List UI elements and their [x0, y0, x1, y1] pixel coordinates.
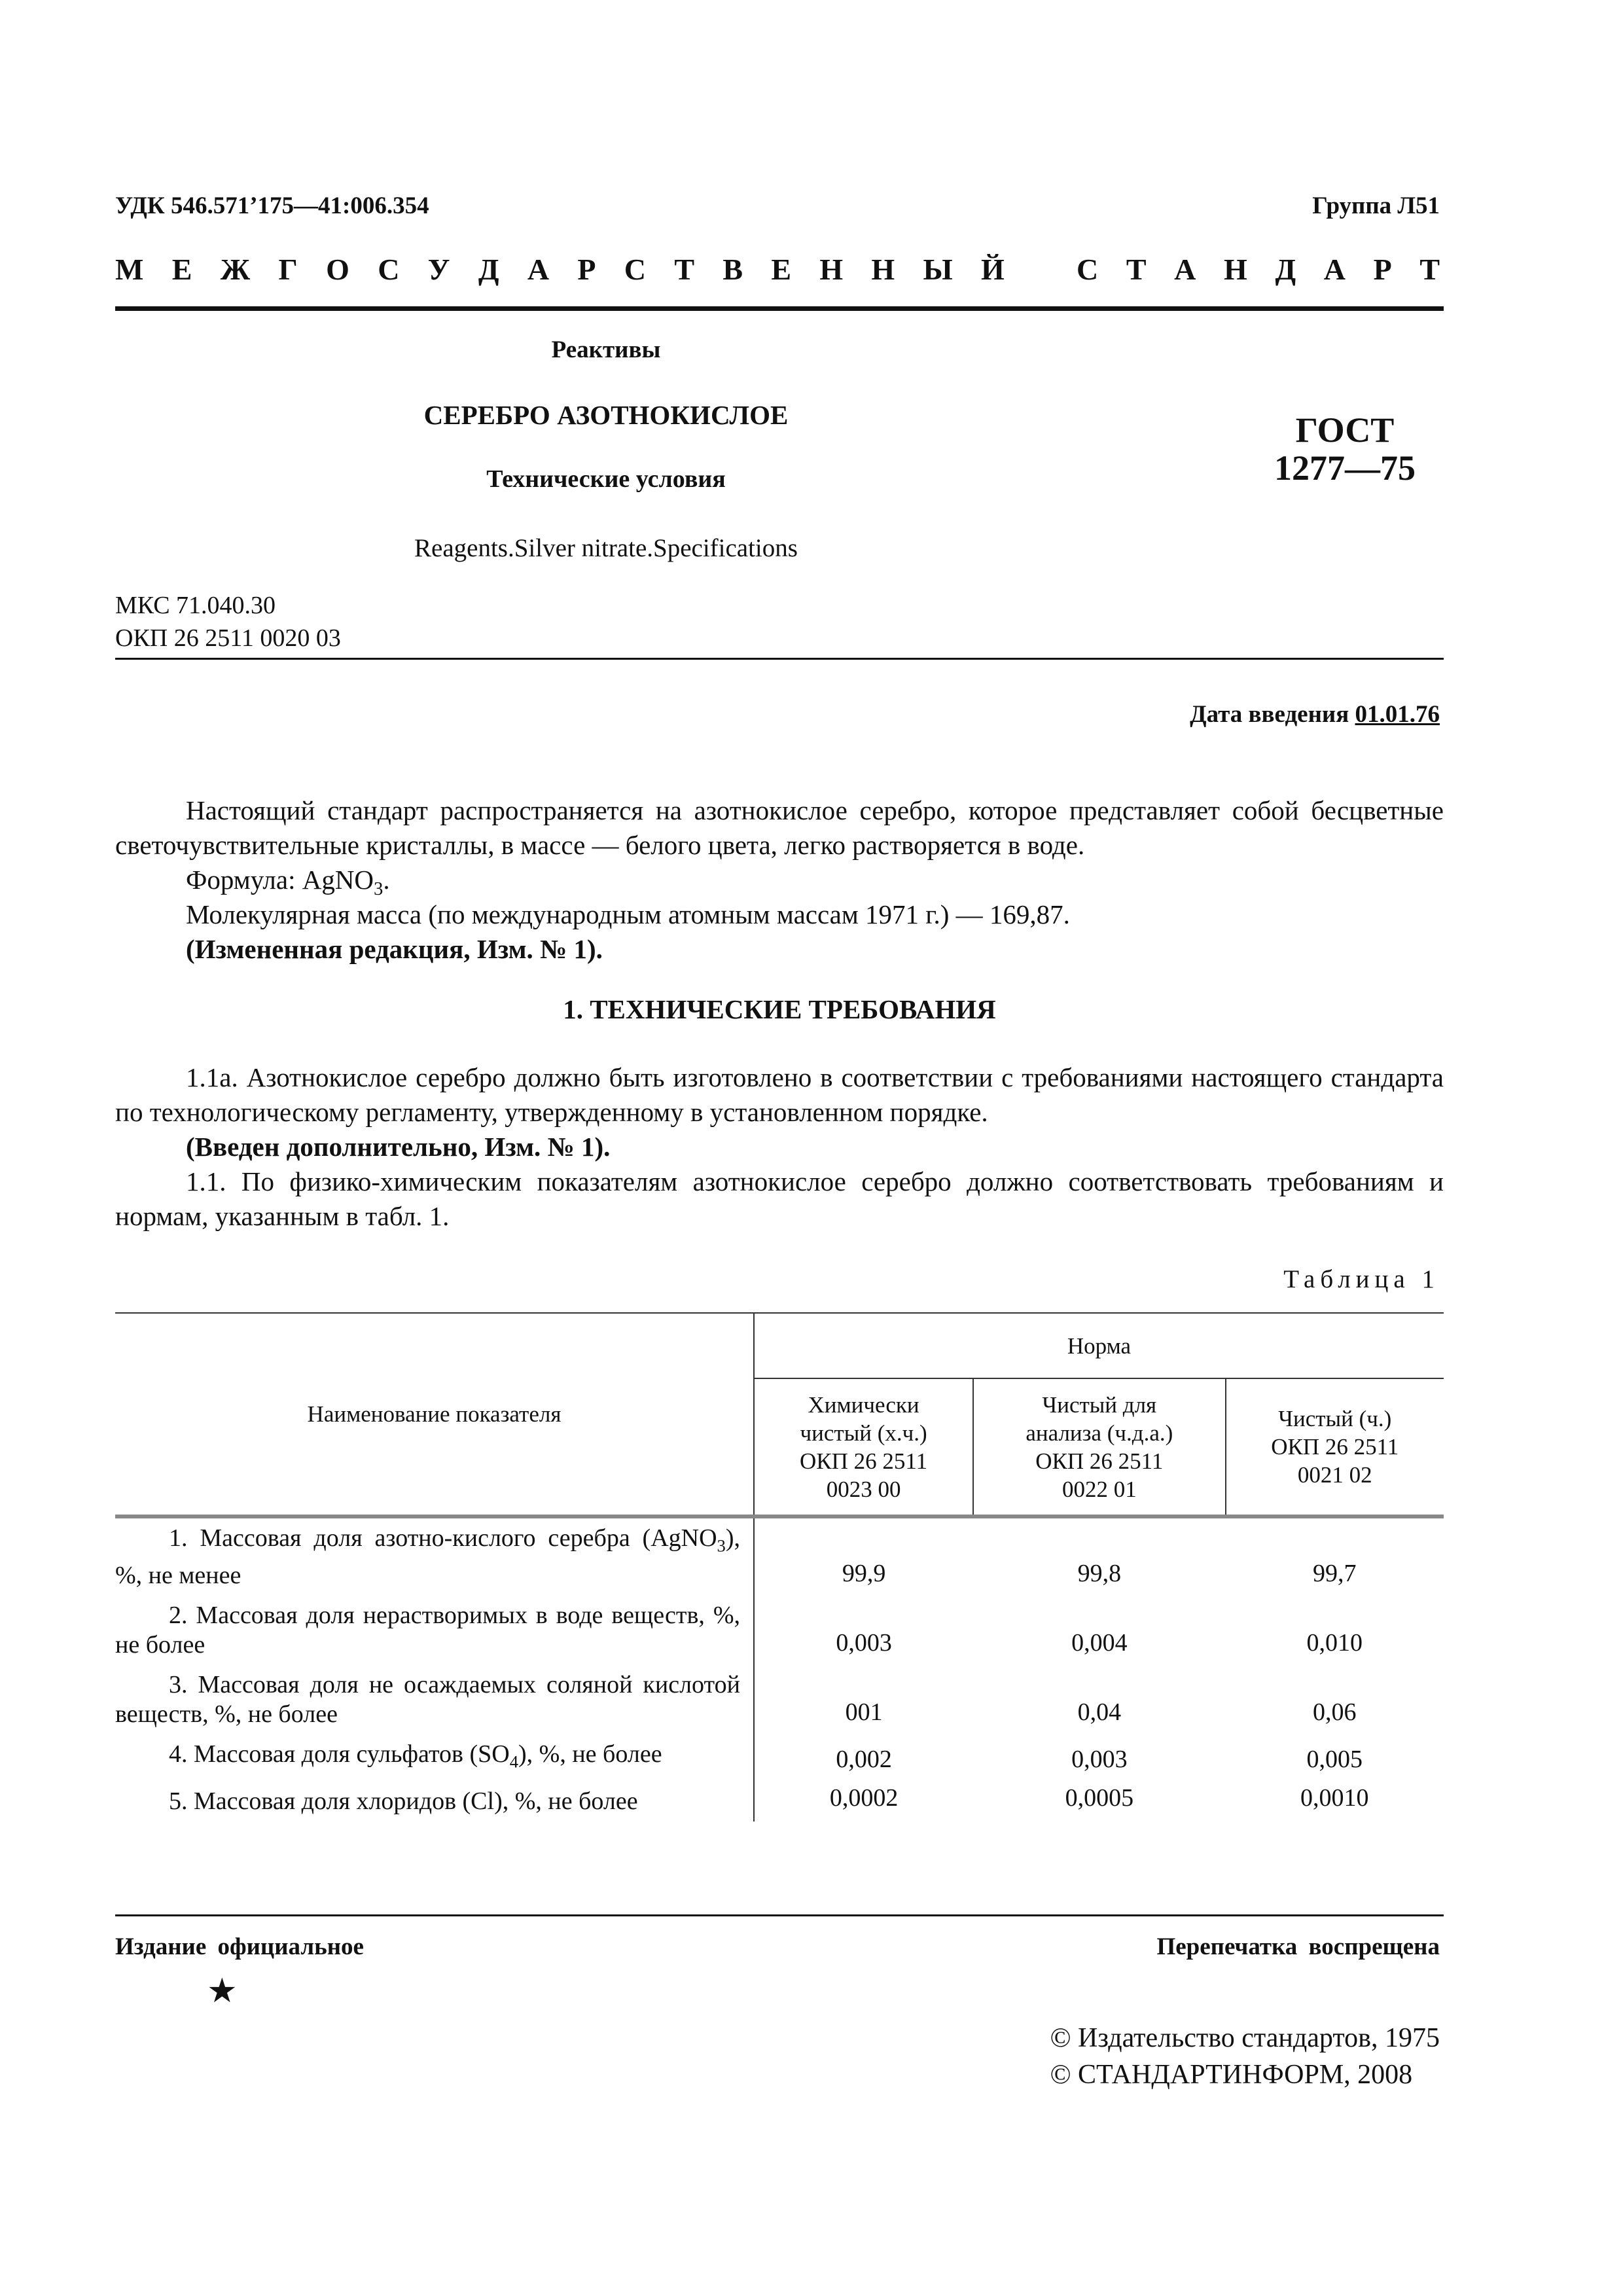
grade-header-line: анализа (ч.д.а.) — [1026, 1420, 1173, 1446]
norm-value-cell: 001 — [845, 1698, 883, 1726]
grade-header-line: 0021 02 — [1297, 1462, 1372, 1488]
grade-header — [973, 1378, 1225, 1516]
formula-text: Формула: AgNO — [186, 865, 374, 895]
heading-letter: В — [722, 253, 743, 286]
heading-word-2 — [1077, 252, 1440, 287]
group-code: Группа Л51 — [1312, 192, 1440, 219]
norm-value-cell: 0,0002 — [829, 1784, 899, 1812]
table-row — [115, 1782, 1444, 1821]
heading-letter: Д — [1275, 253, 1296, 286]
gost-designation — [1237, 411, 1453, 487]
indicator-name-pre: 4. Массовая доля сульфатов (SO — [169, 1740, 510, 1768]
star-icon: ★ — [207, 1973, 238, 2010]
edition-note-1: (Измененная редакция, Изм. № 1). — [186, 934, 603, 964]
intro-date-value: 01.01.76 — [1355, 701, 1440, 728]
official-edition: Издание официальное — [115, 1933, 364, 1960]
table-row — [115, 1734, 1444, 1782]
classification-codes — [115, 589, 341, 655]
norm-value-cell: 0,003 — [1071, 1746, 1128, 1774]
heading-letter: С — [1077, 253, 1099, 286]
copyright-line-1: © Издательство стандартов, 1975 — [1050, 2023, 1440, 2053]
heading-letter: Г — [278, 253, 298, 286]
grade-header-line: Чистый для — [1042, 1391, 1157, 1418]
indicator-name-cell — [115, 1516, 754, 1596]
copyright-line-2: © СТАНДАРТИНФОРМ, 2008 — [1050, 2060, 1413, 2090]
norm-value-cell: 0,04 — [1077, 1698, 1122, 1726]
table-label: Таблица 1 — [1283, 1265, 1440, 1293]
table-row — [115, 1596, 1444, 1665]
heading-letter: Т — [674, 253, 695, 286]
heading-letter: Н — [871, 253, 895, 286]
indicator-name-post: ), %, не менее — [115, 1524, 740, 1589]
indicator-name-sub: 4 — [509, 1751, 519, 1772]
heading-letter: Ы — [923, 253, 953, 286]
norm-value-cell: 99,8 — [1077, 1559, 1122, 1587]
indicator-name-cell — [115, 1596, 754, 1665]
reprint-prohibited: Перепечатка воспрещена — [1156, 1933, 1440, 1960]
indicator-name-cell — [115, 1734, 754, 1782]
interstate-standard-heading — [115, 252, 1440, 287]
norm-value-cell: 0,003 — [836, 1628, 892, 1657]
heading-letter: А — [1323, 253, 1346, 286]
norm-value-cell: 0,0010 — [1300, 1784, 1369, 1812]
heading-letter: Р — [577, 253, 596, 286]
document-subtitle: Технические условия — [486, 465, 726, 493]
grade-header-line: ОКП 26 2511 — [1035, 1448, 1164, 1474]
indicator-name-pre: 3. Массовая доля не осаждаемых соляной кислотой веществ, %, не более — [115, 1670, 740, 1728]
document-title: СЕРЕБРО АЗОТНОКИСЛОЕ — [423, 400, 789, 430]
scope-paragraph: Настоящий стандарт распространяется на азотнокислое серебро, которое представляет собой бесцветные светочувствительные кристаллы, в массе — белого цвета, легко растворяется в воде. — [115, 795, 1444, 860]
heading-letter: Т — [1419, 253, 1440, 286]
heading-word-1 — [115, 252, 1005, 287]
section-heading-1: 1. ТЕХНИЧЕСКИЕ ТРЕБОВАНИЯ — [563, 994, 996, 1024]
table-row — [115, 1516, 1444, 1596]
heading-letter: Д — [478, 253, 499, 286]
indicator-name-pre: 2. Массовая доля нерастворимых в воде веществ, %, не более — [115, 1601, 740, 1659]
indicator-name-post: ), %, не более — [518, 1740, 662, 1768]
formula-end: . — [383, 865, 390, 895]
grade-header-line: 0022 01 — [1061, 1476, 1137, 1502]
grade-header-line: чистый (х.ч.) — [800, 1420, 927, 1446]
gost-number: 1277—75 — [1274, 448, 1416, 488]
molar-mass-line: Молекулярная масса (по международным атомным массам 1971 г.) — 169,87. — [186, 899, 1070, 929]
paragraph-1-1: 1.1. По физико-химическим показателям азотнокислое серебро должно соответствовать требованиям и нормам, указанным в табл. 1. — [115, 1166, 1444, 1231]
norm-value-cell: 99,9 — [842, 1559, 886, 1587]
column-header-name: Наименование показателя — [115, 1313, 754, 1516]
indicator-name-sub: 3 — [717, 1535, 726, 1556]
category-reagents: Реактивы — [551, 336, 661, 363]
udk-code: УДК 546.571’175—41:006.354 — [115, 192, 429, 219]
norm-value-cell: 0,010 — [1306, 1628, 1363, 1657]
norm-value-cell: 0,002 — [836, 1746, 892, 1774]
heading-letter: М — [115, 253, 144, 286]
column-header-norm: Норма — [754, 1313, 1444, 1378]
intro-date-label: Дата введения — [1190, 701, 1355, 728]
grade-header-line: 0023 00 — [826, 1476, 901, 1502]
heading-letter: Н — [1224, 253, 1247, 286]
norm-value-cell: 0,0005 — [1065, 1784, 1134, 1812]
indicator-name-cell — [115, 1782, 754, 1821]
heading-letter: Е — [771, 253, 792, 286]
grade-header — [754, 1378, 973, 1516]
norm-value-cell: 0,06 — [1313, 1698, 1357, 1726]
grade-header-line: ОКП 26 2511 — [800, 1448, 928, 1474]
norm-value-cell: 0,005 — [1306, 1746, 1363, 1774]
heading-letter: А — [527, 253, 550, 286]
heading-letter: Й — [981, 253, 1005, 286]
footer-rule — [115, 1914, 1444, 1916]
indicator-name-pre: 1. Массовая доля азотно-кислого серебра (AgNO — [169, 1524, 717, 1552]
copyright-block — [1050, 2020, 1440, 2093]
table-row — [115, 1665, 1444, 1734]
heading-letter: Р — [1373, 253, 1392, 286]
top-rule — [115, 306, 1444, 311]
codes-rule — [115, 658, 1444, 660]
heading-letter: А — [1174, 253, 1196, 286]
requirements-table — [115, 1312, 1444, 1821]
edition-note-2: (Введен дополнительно, Изм. № 1). — [186, 1132, 611, 1162]
gost-label: ГОСТ — [1295, 410, 1395, 450]
introduction-date — [1190, 700, 1440, 728]
heading-letter: Н — [819, 253, 844, 286]
okp-code: ОКП 26 2511 0020 03 — [115, 624, 341, 652]
grade-header — [1226, 1378, 1444, 1516]
grade-header-line: ОКП 26 2511 — [1271, 1434, 1399, 1460]
heading-letter: Т — [1126, 253, 1147, 286]
grade-header-line: Чистый (ч.) — [1278, 1406, 1392, 1431]
indicator-name-pre: 5. Массовая доля хлоридов (Cl), %, не более — [169, 1787, 638, 1816]
norm-value-cell: 99,7 — [1313, 1559, 1357, 1587]
indicator-name-cell — [115, 1665, 754, 1734]
paragraph-1-1a: 1.1а. Азотнокислое серебро должно быть изготовлено в соответствии с требованиями настоящего стандарта по технологическому регламенту, утвержденному в установленном порядке. — [115, 1062, 1444, 1127]
heading-letter: С — [378, 253, 400, 286]
norm-value-cell: 0,004 — [1071, 1628, 1128, 1657]
heading-letter: Ж — [220, 253, 251, 286]
heading-letter: У — [427, 253, 450, 286]
english-title: Reagents.Silver nitrate.Specifications — [414, 534, 798, 562]
mks-code: МКС 71.040.30 — [115, 592, 276, 619]
grade-header-line: Химически — [808, 1391, 919, 1418]
heading-letter: О — [326, 253, 349, 286]
heading-letter: С — [624, 253, 647, 286]
formula-subscript: 3 — [374, 878, 383, 900]
heading-letter: Е — [171, 253, 192, 286]
